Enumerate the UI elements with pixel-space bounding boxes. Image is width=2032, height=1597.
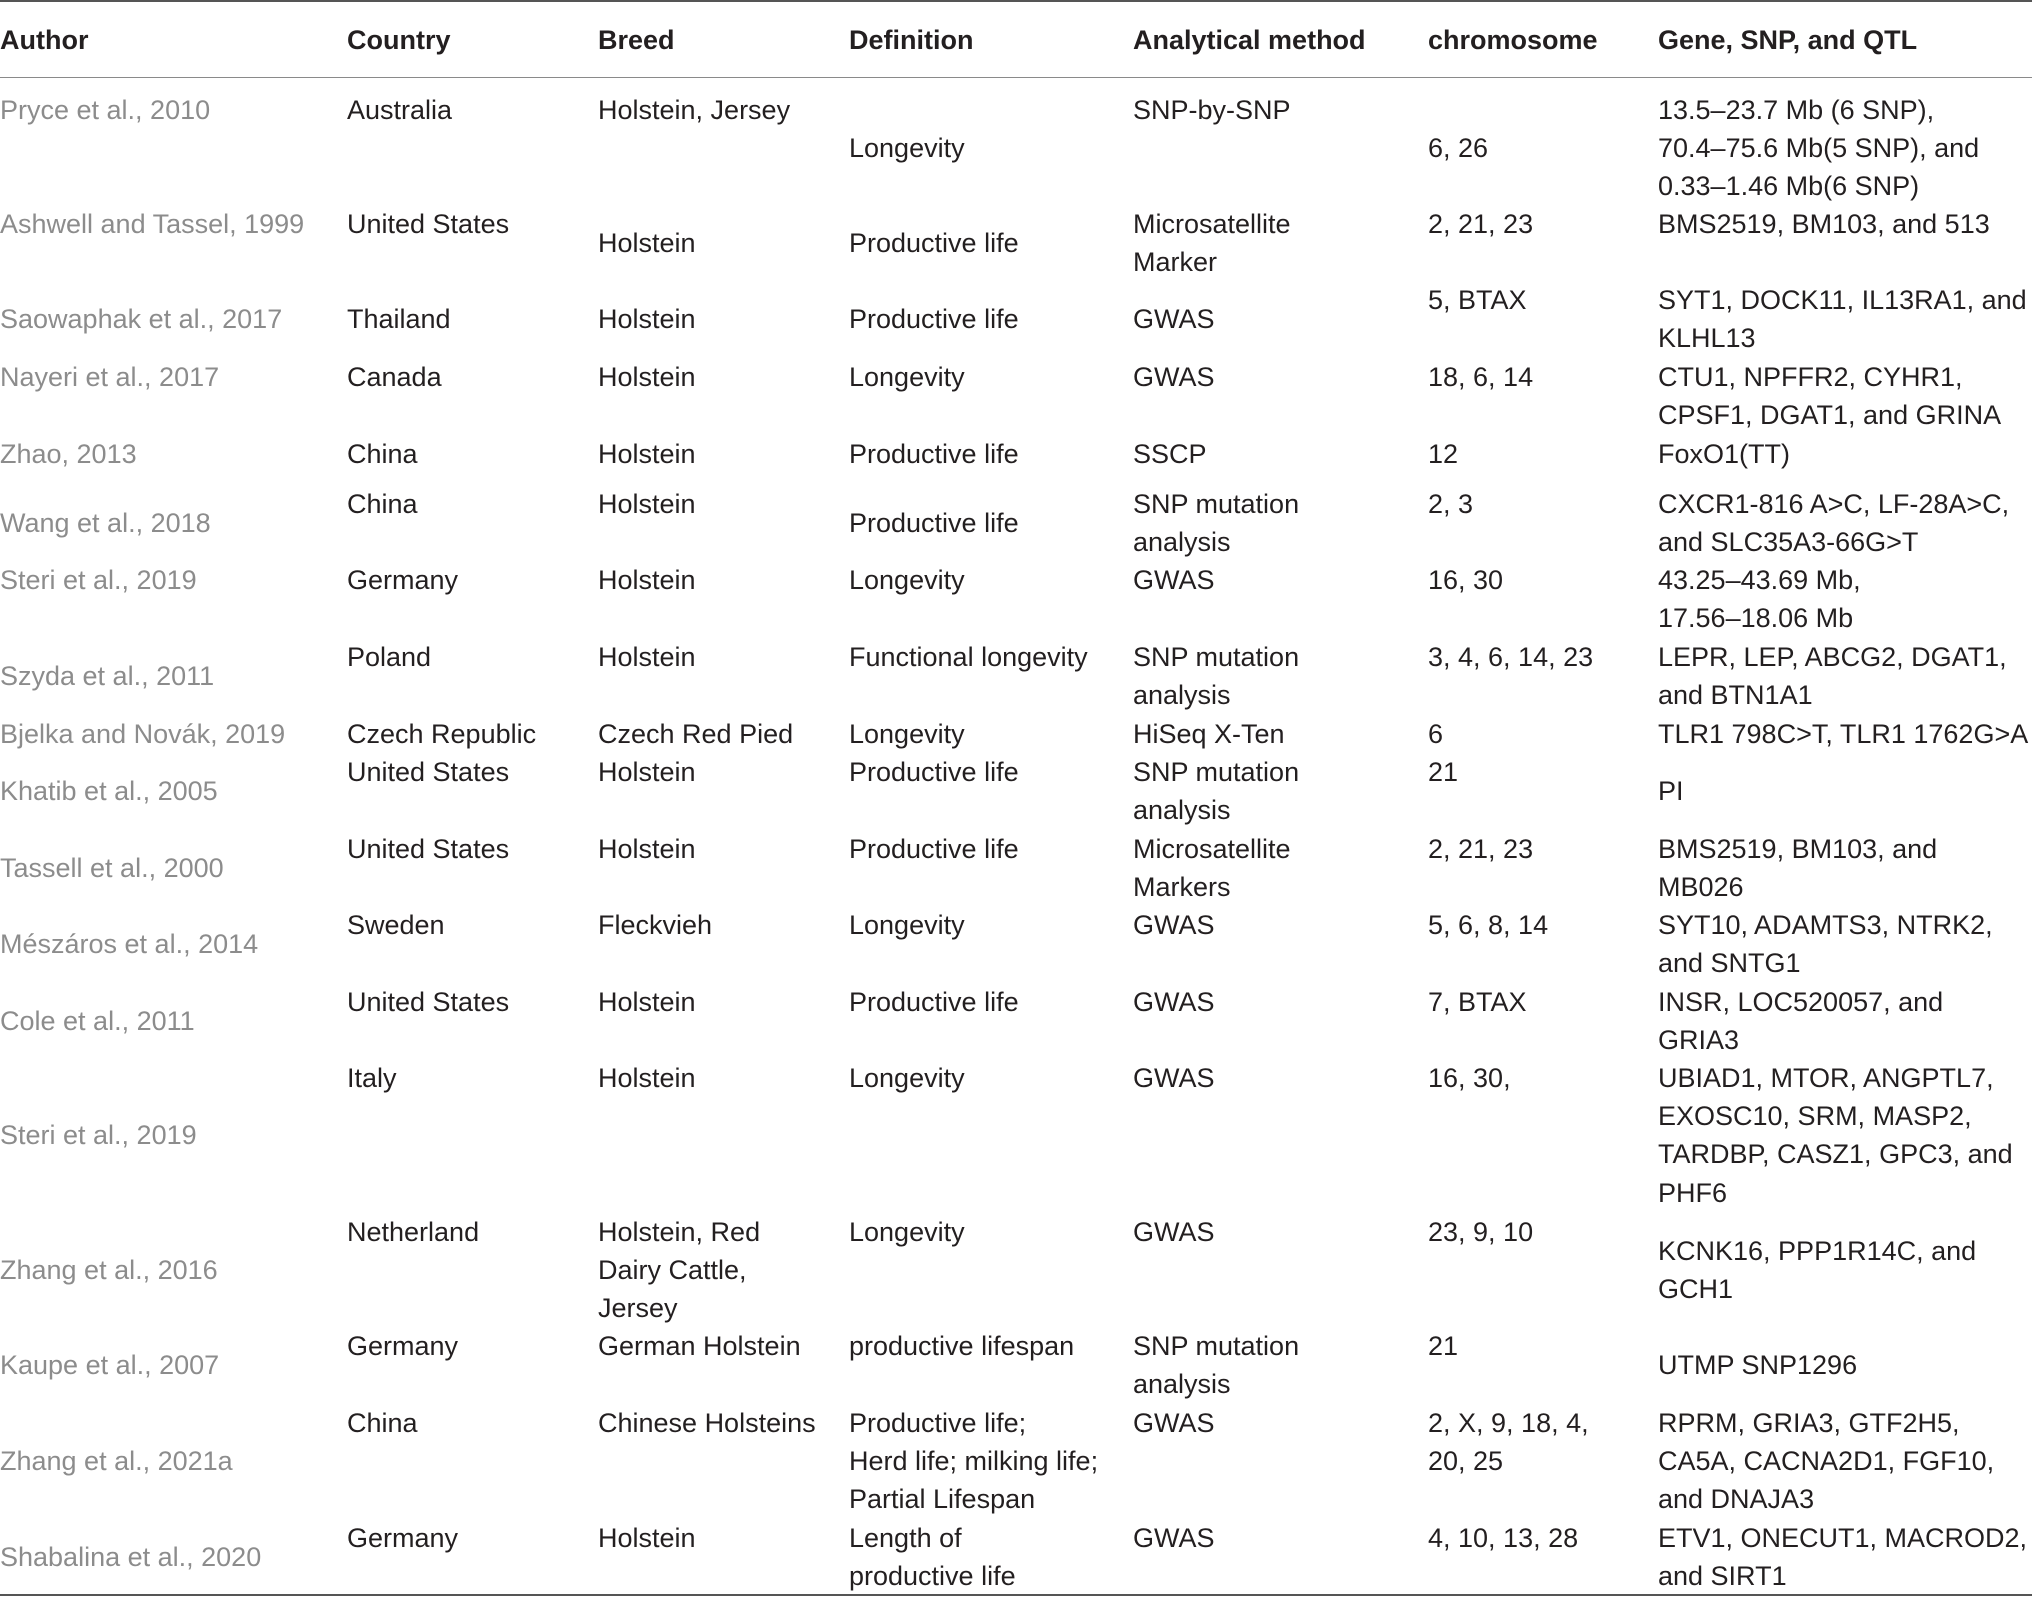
cell-breed: Holstein: [598, 757, 696, 787]
cell-gene-snp-qtl: and DNAJA3: [1658, 1484, 1815, 1515]
cell-gene-snp-qtl: INSR, LOC520057, and: [1658, 987, 1944, 1017]
cell-gene-snp-qtl: RPRM, GRIA3, GTF2H5,: [1658, 1408, 1960, 1438]
cell-definition: Length of: [849, 1523, 962, 1553]
cell-country: Germany: [347, 565, 459, 595]
cell-breed: Fleckvieh: [598, 910, 713, 940]
cell-analytical-method: Microsatellite: [1133, 834, 1291, 864]
cell-chromosome: 6: [1428, 719, 1444, 749]
cell-analytical-method: Microsatellite: [1133, 209, 1291, 239]
cell-gene-snp-qtl: ETV1, ONECUT1, MACROD2,: [1658, 1523, 2028, 1553]
cell-gene-snp-qtl: and BTN1A1: [1658, 680, 1813, 711]
cell-definition: productive life: [849, 1561, 1016, 1592]
cell-country: Sweden: [347, 910, 445, 940]
cell-analytical-method: GWAS: [1133, 1063, 1215, 1093]
cell-analytical-method: SNP mutation: [1133, 757, 1300, 787]
header-author: Author: [0, 25, 89, 55]
cell-analytical-method: GWAS: [1133, 1523, 1215, 1553]
cell-analytical-method: SNP mutation: [1133, 1331, 1300, 1361]
cell-gene-snp-qtl: UBIAD1, MTOR, ANGPTL7,: [1658, 1063, 1994, 1093]
cell-analytical-method: HiSeq X-Ten: [1133, 719, 1285, 749]
cell-breed: Dairy Cattle,: [598, 1255, 747, 1286]
cell-breed: Holstein: [598, 834, 696, 864]
cell-chromosome: 2, X, 9, 18, 4,: [1428, 1408, 1589, 1438]
cell-gene-snp-qtl: 43.25–43.69 Mb,: [1658, 565, 1861, 595]
cell-analytical-method: analysis: [1133, 527, 1231, 558]
cell-country: Australia: [347, 95, 453, 125]
cell-gene-snp-qtl: MB026: [1658, 872, 1744, 903]
cell-definition: Productive life: [849, 757, 1019, 787]
cell-author: Tassell et al., 2000: [0, 853, 224, 884]
cell-author: Khatib et al., 2005: [0, 776, 218, 807]
cell-gene-snp-qtl: 13.5–23.7 Mb (6 SNP),: [1658, 95, 1935, 125]
cell-breed: Jersey: [598, 1293, 678, 1324]
cell-gene-snp-qtl: KLHL13: [1658, 323, 1756, 354]
cell-gene-snp-qtl: SYT1, DOCK11, IL13RA1, and: [1658, 285, 2027, 315]
top-rule: [0, 0, 2032, 2]
cell-country: Germany: [347, 1523, 459, 1553]
cell-country: United States: [347, 209, 510, 239]
cell-gene-snp-qtl: BMS2519, BM103, and: [1658, 834, 1938, 864]
cell-author: Steri et al., 2019: [0, 565, 197, 595]
cell-definition: Partial Lifespan: [849, 1484, 1036, 1515]
cell-chromosome: 12: [1428, 439, 1459, 469]
cell-analytical-method: SNP mutation: [1133, 642, 1300, 672]
cell-breed: Holstein: [598, 362, 696, 392]
cell-chromosome: 16, 30: [1428, 565, 1504, 595]
cell-gene-snp-qtl: GRIA3: [1658, 1025, 1740, 1056]
cell-author: Saowaphak et al., 2017: [0, 304, 283, 335]
cell-gene-snp-qtl: UTMP SNP1296: [1658, 1350, 1858, 1381]
cell-breed: Holstein: [598, 987, 696, 1017]
cell-breed: Holstein: [598, 1063, 696, 1093]
cell-breed: Holstein: [598, 304, 696, 335]
cell-chromosome: 23, 9, 10: [1428, 1217, 1534, 1247]
cell-analytical-method: SNP-by-SNP: [1133, 95, 1291, 125]
cell-breed: German Holstein: [598, 1331, 801, 1361]
cell-chromosome: 20, 25: [1428, 1446, 1504, 1477]
cell-author: Zhang et al., 2021a: [0, 1446, 233, 1477]
cell-definition: Longevity: [849, 362, 965, 392]
cell-breed: Holstein: [598, 642, 696, 672]
cell-author: Wang et al., 2018: [0, 508, 211, 539]
cell-gene-snp-qtl: and SIRT1: [1658, 1561, 1787, 1592]
cell-author: Nayeri et al., 2017: [0, 362, 220, 392]
cell-analytical-method: analysis: [1133, 1369, 1231, 1400]
cell-country: Germany: [347, 1331, 459, 1361]
cell-definition: Productive life: [849, 987, 1019, 1017]
cell-author: Kaupe et al., 2007: [0, 1350, 220, 1381]
cell-country: China: [347, 489, 418, 519]
cell-definition: Productive life;: [849, 1408, 1027, 1438]
cell-gene-snp-qtl: PHF6: [1658, 1177, 1728, 1208]
cell-chromosome: 7, BTAX: [1428, 987, 1527, 1017]
cell-gene-snp-qtl: 0.33–1.46 Mb(6 SNP): [1658, 171, 1920, 202]
cell-analytical-method: Markers: [1133, 872, 1231, 903]
cell-analytical-method: GWAS: [1133, 1408, 1215, 1438]
cell-gene-snp-qtl: CTU1, NPFFR2, CYHR1,: [1658, 362, 1963, 392]
cell-author: Szyda et al., 2011: [0, 661, 215, 692]
cell-country: Netherland: [347, 1217, 480, 1247]
cell-country: China: [347, 439, 418, 469]
header-chromosome: chromosome: [1428, 25, 1598, 55]
cell-author: Zhao, 2013: [0, 439, 137, 469]
cell-author: Steri et al., 2019: [0, 1120, 197, 1151]
cell-definition: Longevity: [849, 1063, 965, 1093]
cell-gene-snp-qtl: BMS2519, BM103, and 513: [1658, 209, 1990, 239]
cell-author: Bjelka and Novák, 2019: [0, 719, 286, 749]
header-country: Country: [347, 25, 451, 55]
cell-author: Zhang et al., 2016: [0, 1255, 218, 1286]
cell-breed: Holstein: [598, 565, 696, 595]
cell-definition: productive lifespan: [849, 1331, 1075, 1361]
cell-gene-snp-qtl: 17.56–18.06 Mb: [1658, 603, 1854, 634]
cell-definition: Longevity: [849, 565, 965, 595]
cell-chromosome: 21: [1428, 1331, 1459, 1361]
cell-analytical-method: GWAS: [1133, 987, 1215, 1017]
cell-gene-snp-qtl: KCNK16, PPP1R14C, and: [1658, 1236, 1977, 1267]
cell-country: United States: [347, 834, 510, 864]
cell-chromosome: 3, 4, 6, 14, 23: [1428, 642, 1594, 672]
cell-gene-snp-qtl: LEPR, LEP, ABCG2, DGAT1,: [1658, 642, 2007, 672]
cell-breed: Holstein: [598, 228, 696, 259]
cell-chromosome: 16, 30,: [1428, 1063, 1511, 1093]
cell-analytical-method: GWAS: [1133, 304, 1215, 335]
cell-gene-snp-qtl: PI: [1658, 776, 1684, 807]
cell-chromosome: 4, 10, 13, 28: [1428, 1523, 1579, 1553]
cell-chromosome: 18, 6, 14: [1428, 362, 1534, 392]
cell-country: Czech Republic: [347, 719, 537, 749]
cell-gene-snp-qtl: CPSF1, DGAT1, and GRINA: [1658, 400, 2002, 431]
cell-definition: Productive life: [849, 228, 1019, 259]
cell-gene-snp-qtl: and SLC35A3-66G>T: [1658, 527, 1919, 558]
cell-analytical-method: Marker: [1133, 247, 1218, 278]
cell-gene-snp-qtl: CA5A, CACNA2D1, FGF10,: [1658, 1446, 1995, 1477]
cell-analytical-method: GWAS: [1133, 910, 1215, 940]
cell-breed: Holstein, Jersey: [598, 95, 791, 125]
cell-gene-snp-qtl: 70.4–75.6 Mb(5 SNP), and: [1658, 133, 1980, 164]
cell-country: Canada: [347, 362, 442, 392]
cell-chromosome: 21: [1428, 757, 1459, 787]
header-gene-snp-qtl: Gene, SNP, and QTL: [1658, 25, 1918, 55]
cell-country: Italy: [347, 1063, 397, 1093]
cell-chromosome: 2, 21, 23: [1428, 209, 1534, 239]
bottom-rule: [0, 1594, 2032, 1596]
header-breed: Breed: [598, 25, 675, 55]
cell-definition: Functional longevity: [849, 642, 1088, 672]
cell-definition: Productive life: [849, 304, 1019, 335]
cell-analytical-method: analysis: [1133, 795, 1231, 826]
cell-definition: Productive life: [849, 834, 1019, 864]
cell-definition: Longevity: [849, 133, 965, 164]
cell-definition: Longevity: [849, 719, 965, 749]
cell-analytical-method: GWAS: [1133, 1217, 1215, 1247]
cell-gene-snp-qtl: TLR1 798C>T, TLR1 1762G>A: [1658, 719, 2029, 749]
cell-gene-snp-qtl: TARDBP, CASZ1, GPC3, and: [1658, 1139, 2013, 1170]
cell-chromosome: 6, 26: [1428, 133, 1489, 164]
cell-author: Mészáros et al., 2014: [0, 929, 259, 960]
cell-breed: Chinese Holsteins: [598, 1408, 816, 1438]
cell-gene-snp-qtl: SYT10, ADAMTS3, NTRK2,: [1658, 910, 1993, 940]
cell-definition: Productive life: [849, 508, 1019, 539]
cell-country: Poland: [347, 642, 432, 672]
cell-chromosome: 2, 21, 23: [1428, 834, 1534, 864]
cell-author: Pryce et al., 2010: [0, 95, 211, 125]
cell-country: United States: [347, 987, 510, 1017]
header-rule: [0, 77, 2032, 78]
cell-gene-snp-qtl: FoxO1(TT): [1658, 439, 1790, 469]
cell-breed: Holstein, Red: [598, 1217, 761, 1247]
cell-breed: Holstein: [598, 439, 696, 469]
cell-definition: Longevity: [849, 1217, 965, 1247]
cell-author: Cole et al., 2011: [0, 1006, 195, 1037]
cell-author: Shabalina et al., 2020: [0, 1542, 262, 1573]
cell-breed: Holstein: [598, 489, 696, 519]
cell-definition: Productive life: [849, 439, 1019, 469]
cell-analytical-method: analysis: [1133, 680, 1231, 711]
cell-analytical-method: GWAS: [1133, 565, 1215, 595]
cell-country: China: [347, 1408, 418, 1438]
cell-analytical-method: SSCP: [1133, 439, 1207, 469]
cell-definition: Longevity: [849, 910, 965, 940]
cell-gene-snp-qtl: EXOSC10, SRM, MASP2,: [1658, 1101, 1972, 1132]
cell-analytical-method: GWAS: [1133, 362, 1215, 392]
cell-country: Thailand: [347, 304, 451, 335]
cell-gene-snp-qtl: and SNTG1: [1658, 948, 1801, 979]
header-definition: Definition: [849, 25, 974, 55]
cell-chromosome: 5, 6, 8, 14: [1428, 910, 1549, 940]
cell-breed: Holstein: [598, 1523, 696, 1553]
cell-gene-snp-qtl: CXCR1-816 A>C, LF-28A>C,: [1658, 489, 2010, 519]
cell-breed: Czech Red Pied: [598, 719, 794, 749]
header-analytical-method: Analytical method: [1133, 25, 1366, 55]
cell-definition: Herd life; milking life;: [849, 1446, 1099, 1477]
cell-chromosome: 2, 3: [1428, 489, 1474, 519]
cell-country: United States: [347, 757, 510, 787]
cell-chromosome: 5, BTAX: [1428, 285, 1527, 315]
cell-gene-snp-qtl: GCH1: [1658, 1274, 1734, 1305]
cell-author: Ashwell and Tassel, 1999: [0, 209, 305, 239]
cell-analytical-method: SNP mutation: [1133, 489, 1300, 519]
